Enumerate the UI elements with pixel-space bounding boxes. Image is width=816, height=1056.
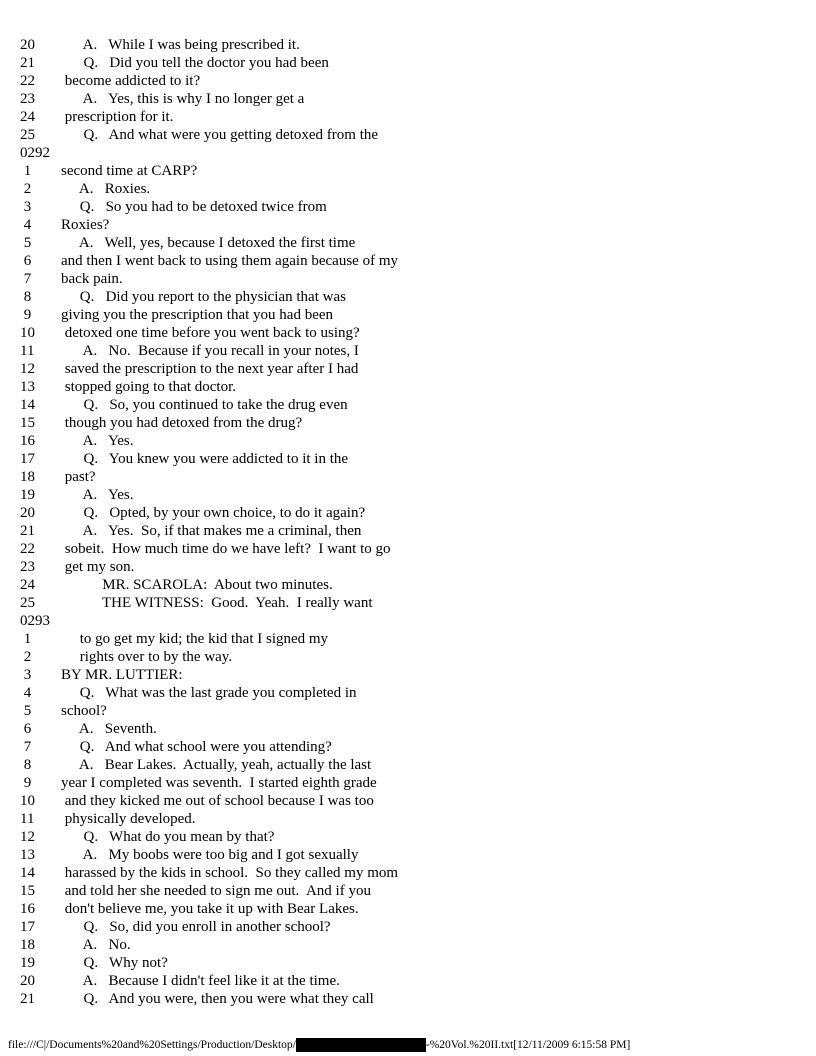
- transcript-line: [20, 594, 398, 612]
- line-number: 12: [20, 361, 35, 377]
- line-number: 8: [20, 757, 32, 773]
- line-text: A. While I was being prescribed it.: [61, 37, 300, 53]
- line-number: 12: [20, 829, 35, 845]
- line-text: Roxies?: [61, 217, 110, 233]
- transcript-line: [20, 90, 398, 108]
- line-number: 21: [20, 991, 35, 1007]
- transcript-line: [20, 342, 398, 360]
- line-text: A. No.: [61, 937, 131, 953]
- line-number: 2: [20, 181, 32, 197]
- transcript-line: [20, 198, 398, 216]
- transcript-line: [20, 882, 398, 900]
- line-number: 2: [20, 649, 32, 665]
- line-number: 10: [20, 325, 35, 341]
- transcript-line: [20, 666, 398, 684]
- line-text: second time at CARP?: [61, 163, 198, 179]
- line-text: Q. What was the last grade you completed in: [61, 685, 357, 701]
- line-text: A. Yes, this is why I no longer get a: [61, 91, 305, 107]
- line-number: 13: [20, 379, 35, 395]
- line-text: Q. Why not?: [61, 955, 168, 971]
- page-number-line: [20, 612, 398, 630]
- transcript-line: [20, 360, 398, 378]
- transcript-line: [20, 756, 398, 774]
- line-text: don't believe me, you take it up with Bear Lakes.: [61, 901, 359, 917]
- line-text: Q. Opted, by your own choice, to do it again?: [61, 505, 366, 521]
- transcript-line: [20, 270, 398, 288]
- line-text: A. Roxies.: [61, 181, 151, 197]
- line-text: stopped going to that doctor.: [61, 379, 236, 395]
- transcript-line: [20, 288, 398, 306]
- line-text: and they kicked me out of school because I was too: [61, 793, 374, 809]
- line-text: A. Yes.: [61, 433, 134, 449]
- line-number: 18: [20, 469, 35, 485]
- transcript-line: [20, 180, 398, 198]
- transcript-line: [20, 828, 398, 846]
- line-text: past?: [61, 469, 96, 485]
- line-number: 9: [20, 775, 32, 791]
- line-text: sobeit. How much time do we have left? I want to go: [61, 541, 391, 557]
- line-text: BY MR. LUTTIER:: [61, 667, 183, 683]
- line-text: Q. So, you continued to take the drug even: [61, 397, 348, 413]
- line-text: prescription for it.: [61, 109, 174, 125]
- transcript-line: [20, 810, 398, 828]
- transcript-line: [20, 990, 398, 1008]
- transcript-line: [20, 684, 398, 702]
- transcript-line: [20, 738, 398, 756]
- transcript-line: [20, 396, 398, 414]
- line-text: A. Because I didn't feel like it at the time.: [61, 973, 340, 989]
- transcript-body: [20, 36, 398, 1008]
- line-text: A. Seventh.: [61, 721, 157, 737]
- transcript-line: [20, 900, 398, 918]
- transcript-line: [20, 972, 398, 990]
- line-number: 22: [20, 73, 35, 89]
- line-text: school?: [61, 703, 107, 719]
- footer-file-path: file:///C|/Documents%20and%20Settings/Production/Desktop/: [8, 1039, 296, 1051]
- line-number: 20: [20, 37, 35, 53]
- line-number: 3: [20, 667, 32, 683]
- line-text: Q. You knew you were addicted to it in the: [61, 451, 349, 467]
- transcript-line: [20, 702, 398, 720]
- transcript-line: [20, 540, 398, 558]
- line-text: THE WITNESS: Good. Yeah. I really want: [61, 595, 373, 611]
- line-text: Q. So you had to be detoxed twice from: [61, 199, 327, 215]
- line-text: and told her she needed to sign me out. And if you: [61, 883, 371, 899]
- page-footer: [8, 1038, 630, 1052]
- line-number: 14: [20, 865, 35, 881]
- transcript-line: [20, 234, 398, 252]
- transcript-line: [20, 792, 398, 810]
- line-text: to go get my kid; the kid that I signed my: [61, 631, 329, 647]
- line-number: 24: [20, 109, 35, 125]
- transcript-line: [20, 486, 398, 504]
- line-number: 7: [20, 739, 32, 755]
- line-text: giving you the prescription that you had been: [61, 307, 334, 323]
- line-number: 19: [20, 955, 35, 971]
- transcript-line: [20, 576, 398, 594]
- line-text: MR. SCAROLA: About two minutes.: [61, 577, 333, 593]
- line-number: 11: [20, 343, 35, 359]
- line-text: A. My boobs were too big and I got sexually: [61, 847, 359, 863]
- line-number: 23: [20, 559, 35, 575]
- line-number: 11: [20, 811, 35, 827]
- line-text: Q. Did you report to the physician that was: [61, 289, 346, 305]
- transcript-line: [20, 918, 398, 936]
- line-number: 15: [20, 415, 35, 431]
- transcript-line: [20, 864, 398, 882]
- transcript-line: [20, 72, 398, 90]
- transcript-line: [20, 648, 398, 666]
- transcript-line: [20, 504, 398, 522]
- line-number: 22: [20, 541, 35, 557]
- line-number: 16: [20, 433, 35, 449]
- line-number: 8: [20, 289, 32, 305]
- line-text: Q. And what were you getting detoxed from the: [61, 127, 379, 143]
- line-number: 20: [20, 505, 35, 521]
- transcript-line: [20, 936, 398, 954]
- line-number: 15: [20, 883, 35, 899]
- line-number: 9: [20, 307, 32, 323]
- line-number: 21: [20, 55, 35, 71]
- line-number: 0292: [20, 145, 50, 161]
- line-number: 19: [20, 487, 35, 503]
- transcript-line: [20, 216, 398, 234]
- transcript-line: [20, 162, 398, 180]
- line-text: Q. And you were, then you were what they call: [61, 991, 374, 1007]
- transcript-line: [20, 54, 398, 72]
- redaction-box: [296, 1038, 426, 1052]
- transcript-line: [20, 126, 398, 144]
- transcript-line: [20, 252, 398, 270]
- transcript-line: [20, 306, 398, 324]
- line-number: 4: [20, 217, 32, 233]
- line-number: 25: [20, 127, 35, 143]
- line-text: get my son.: [61, 559, 135, 575]
- transcript-line: [20, 432, 398, 450]
- line-number: 7: [20, 271, 32, 287]
- line-number: 1: [20, 631, 32, 647]
- line-text: year I completed was seventh. I started eighth grade: [61, 775, 377, 791]
- line-number: 13: [20, 847, 35, 863]
- line-text: Q. What do you mean by that?: [61, 829, 275, 845]
- line-number: 3: [20, 199, 32, 215]
- line-number: 18: [20, 937, 35, 953]
- line-text: physically developed.: [61, 811, 196, 827]
- line-number: 6: [20, 253, 32, 269]
- line-text: become addicted to it?: [61, 73, 201, 89]
- transcript-line: [20, 378, 398, 396]
- line-text: A. No. Because if you recall in your notes, I: [61, 343, 359, 359]
- transcript-line: [20, 630, 398, 648]
- line-text: saved the prescription to the next year after I had: [61, 361, 359, 377]
- line-text: A. Yes. So, if that makes me a criminal, then: [61, 523, 362, 539]
- line-text: Q. Did you tell the doctor you had been: [61, 55, 329, 71]
- line-text: Q. So, did you enroll in another school?: [61, 919, 331, 935]
- footer-file-suffix: -%20Vol.%20II.txt[12/11/2009 6:15:58 PM]: [425, 1039, 631, 1051]
- line-number: 17: [20, 451, 35, 467]
- transcript-line: [20, 558, 398, 576]
- transcript-line: [20, 468, 398, 486]
- line-number: 6: [20, 721, 32, 737]
- transcript-line: [20, 36, 398, 54]
- transcript-line: [20, 954, 398, 972]
- line-number: 20: [20, 973, 35, 989]
- line-number: 23: [20, 91, 35, 107]
- line-number: 5: [20, 235, 32, 251]
- transcript-line: [20, 414, 398, 432]
- line-text: rights over to by the way.: [61, 649, 233, 665]
- transcript-line: [20, 522, 398, 540]
- line-number: 1: [20, 163, 32, 179]
- line-text: Q. And what school were you attending?: [61, 739, 332, 755]
- line-number: 5: [20, 703, 32, 719]
- line-text: harassed by the kids in school. So they called my mom: [61, 865, 399, 881]
- line-text: A. Bear Lakes. Actually, yeah, actually the last: [61, 757, 372, 773]
- line-number: 0293: [20, 613, 50, 629]
- line-number: 21: [20, 523, 35, 539]
- transcript-line: [20, 774, 398, 792]
- transcript-line: [20, 108, 398, 126]
- transcript-line: [20, 324, 398, 342]
- line-number: 14: [20, 397, 35, 413]
- line-number: 17: [20, 919, 35, 935]
- line-text: detoxed one time before you went back to using?: [61, 325, 360, 341]
- line-number: 16: [20, 901, 35, 917]
- line-number: 10: [20, 793, 35, 809]
- line-text: though you had detoxed from the drug?: [61, 415, 303, 431]
- line-text: A. Yes.: [61, 487, 134, 503]
- transcript-line: [20, 846, 398, 864]
- transcript-line: [20, 720, 398, 738]
- line-number: 24: [20, 577, 35, 593]
- line-text: back pain.: [61, 271, 123, 287]
- page-number-line: [20, 144, 398, 162]
- line-number: 25: [20, 595, 35, 611]
- line-text: A. Well, yes, because I detoxed the first time: [61, 235, 356, 251]
- line-number: 4: [20, 685, 32, 701]
- transcript-line: [20, 450, 398, 468]
- line-text: and then I went back to using them again because of my: [61, 253, 398, 269]
